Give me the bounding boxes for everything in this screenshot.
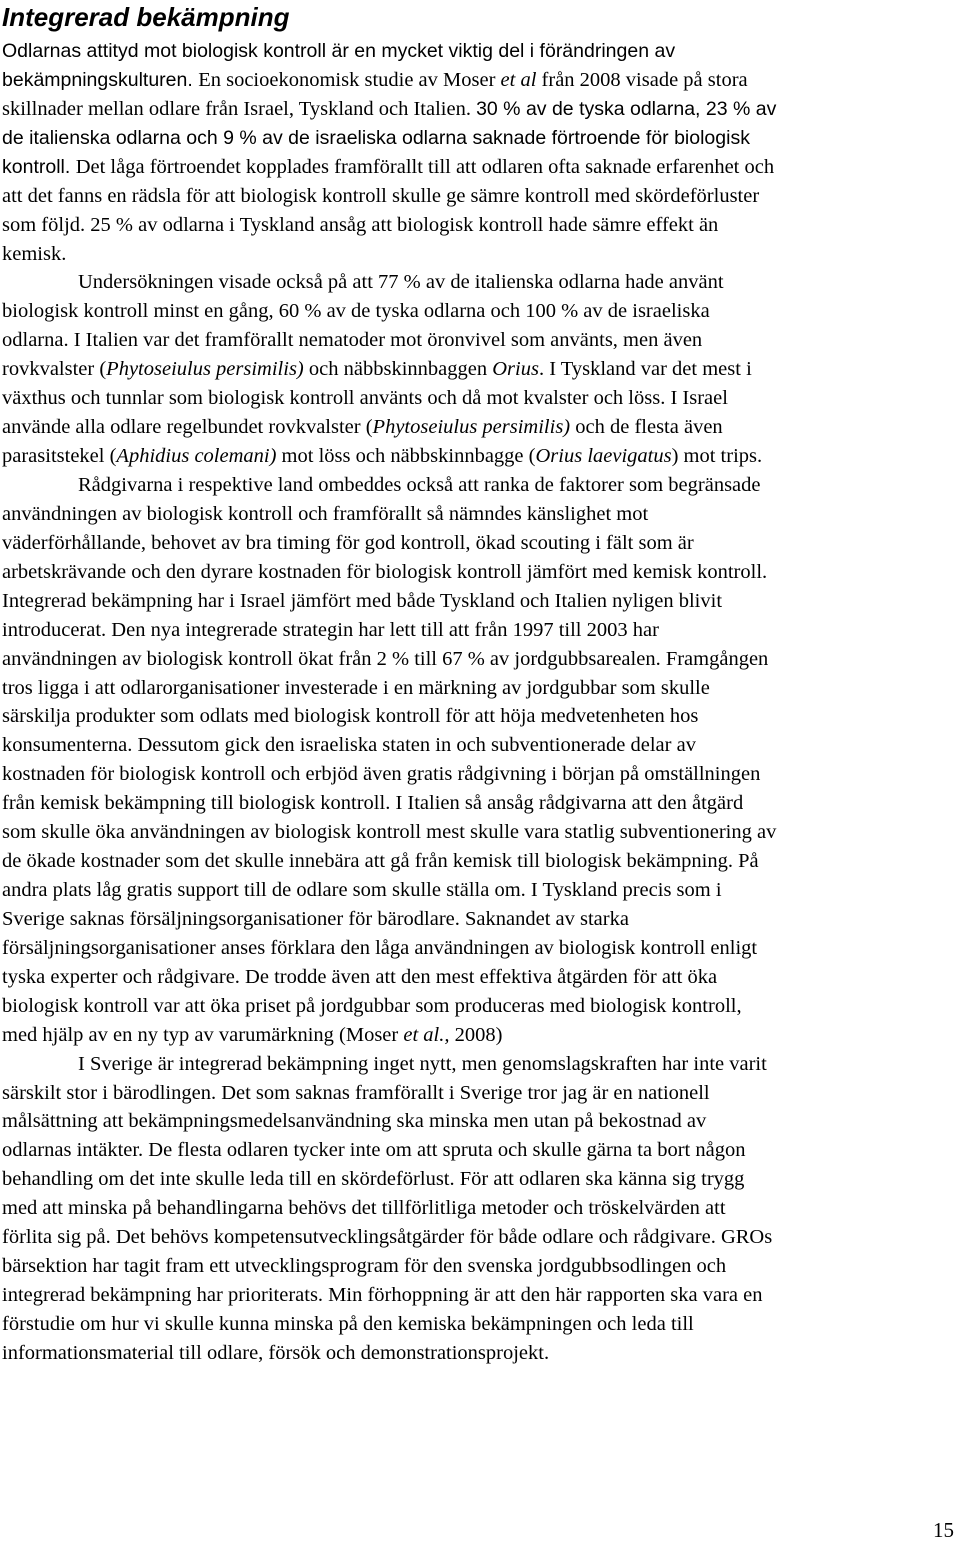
text-segment: som följd. 25 % av odlarna i Tyskland ansåg att biologisk kontroll hade sämre effekt än [2, 213, 719, 236]
italic-text-segment: Orius [492, 358, 539, 381]
text-line [2, 413, 723, 442]
text-line [2, 95, 776, 124]
text-line [2, 876, 722, 905]
text-line [2, 963, 717, 992]
text-line [2, 66, 748, 95]
text-line [2, 674, 710, 703]
text-line [2, 211, 718, 240]
text-line [2, 1339, 549, 1368]
text-line [2, 702, 698, 731]
text-segment: användningen av biologisk kontroll ökat från 2 % till 67 % av jordgubbsarealen. Framgången [2, 647, 769, 670]
text-line [2, 1107, 706, 1136]
text-segment: 30 % av de tyska odlarna, 23 % av [476, 97, 777, 120]
text-segment: andra plats låg gratis support till de odlare som skulle ställa om. I Tyskland precis som i [2, 879, 722, 901]
italic-text-segment: et al [500, 68, 537, 91]
text-segment: och de flesta även [570, 416, 723, 439]
text-line [2, 1223, 772, 1252]
text-line [2, 1079, 710, 1108]
text-segment: . I Tyskland var det mest i [538, 358, 752, 381]
text-segment: bekämpningskulturen. [2, 68, 199, 91]
text-segment: kemisk. [2, 242, 67, 265]
text-segment: biologisk kontroll var att öka priset på jordgubbar som produceras med biologisk kontroll, [2, 994, 742, 1017]
text-segment: Integrerad bekämpning har i Israel jämfört med både Tyskland och Italien nyligen blivit [2, 589, 723, 612]
text-segment: från 2008 visade på stora [536, 68, 748, 91]
text-segment: introducerat. Den nya integrerade strategin har lett till att från 1997 till 2003 har [2, 618, 659, 641]
text-line [2, 587, 722, 616]
text-line [2, 731, 696, 760]
text-segment: de italienska odlarna och 9 % av de israeliska odlarna saknade förtroende för biologisk [2, 126, 750, 149]
text-segment: 2008) [449, 1023, 503, 1046]
text-line [78, 1050, 767, 1079]
text-line [2, 529, 694, 558]
text-line [2, 297, 710, 326]
text-segment: användningen av biologisk kontroll och framförallt så nämndes känslighet mot [2, 502, 649, 525]
text-line [2, 384, 728, 413]
text-line [2, 645, 768, 674]
text-line [2, 37, 675, 66]
text-segment: kontroll. [2, 155, 76, 178]
text-segment: de ökade kostnader som det skulle innebära att gå från kemisk till biologisk bekämpning. På [2, 850, 759, 872]
text-line [2, 818, 776, 847]
text-segment: förstudie om hur vi skulle kunna minska på den kemiska bekämpningen och leda till [2, 1312, 694, 1335]
text-segment: bärsektion har tagit fram ett utvecklingsprogram för den svenska jordgubbsodlingen och [2, 1255, 727, 1278]
text-segment: från kemisk bekämpning till biologisk kontroll. I Italien så ansåg rådgivarna att den åtgärd [2, 792, 744, 815]
text-segment: mot löss och näbbskinnbagge ( [276, 445, 536, 467]
text-segment: särskilja produkter som odlats med biologisk kontroll för att höja medvetenheten hos [2, 705, 699, 728]
text-segment: Rådgivarna i respektive land ombeddes också att ranka de faktorer som begränsade [78, 473, 761, 496]
text-segment: rovkvalster ( [2, 358, 107, 381]
text-segment: väderförhållande, behovet av bra timing för god kontroll, ökad scouting i fält som är [2, 531, 694, 554]
text-segment: växthus och tunnlar som biologisk kontroll använts och då mot kvalster och löss. I Israel [2, 387, 728, 410]
text-segment: Odlarnas attityd mot biologisk kontroll är en mycket viktig del i förändringen av [2, 40, 676, 62]
text-segment: Det låga förtroendet kopplades framförallt till att odlaren ofta saknade erfarenhet och [75, 155, 775, 178]
text-line [2, 1310, 694, 1339]
text-segment: målsättning att bekämpningsmedelsanvändning ska minska men utan på bekostnad av [2, 1110, 707, 1133]
text-segment: förlita sig på. Det behövs kompetensutvecklingsåtgärder för både odlare och rådgivare. GROs [2, 1226, 773, 1249]
text-line [2, 153, 774, 182]
text-segment: odlarna. I Italien var det framförallt nematoder mot öronvivel som använts, men även [2, 329, 703, 352]
text-line [2, 1021, 502, 1050]
text-line [2, 500, 648, 529]
italic-text-segment: Orius laevigatus [535, 445, 672, 467]
text-line [2, 558, 767, 587]
text-segment: Sverige saknas försäljningsorganisationer för bärodlare. Saknandet av starka [2, 907, 629, 930]
text-line [2, 1281, 763, 1310]
text-line [2, 847, 759, 876]
text-segment: ) mot trips. [671, 445, 763, 467]
text-segment: med hjälp av en ny typ av varumärkning (Moser [2, 1023, 404, 1046]
text-line [2, 616, 659, 645]
text-line [2, 789, 743, 818]
text-line [2, 442, 762, 471]
italic-text-segment: et al., [403, 1023, 450, 1046]
text-line [2, 1136, 745, 1165]
text-segment: arbetskrävande och den dyrare kostnaden för biologisk kontroll jämfört med kemisk kontroll. [2, 560, 768, 583]
text-line [2, 326, 702, 355]
text-segment: och näbbskinnbaggen [303, 358, 493, 381]
section-heading: Integrerad bekämpning [2, 2, 290, 32]
text-line [2, 355, 752, 384]
text-line [2, 1194, 726, 1223]
text-segment: konsumenterna. Dessutom gick den israeliska staten in och subventionerade delar av [2, 734, 696, 757]
text-line [2, 905, 629, 934]
text-segment: integrerad bekämpning har prioriterats. Min förhoppning är att den här rapporten ska vara en [2, 1284, 763, 1306]
text-segment: att det fanns en rädsla för att biologisk kontroll skulle ge sämre kontroll med skördeförluster [2, 184, 760, 207]
text-line [2, 240, 66, 269]
text-line [2, 1252, 726, 1281]
text-line [78, 471, 761, 500]
text-segment: försäljningsorganisationer anses förklara den låga användningen av biologisk kontroll enligt [2, 936, 758, 959]
italic-text-segment: Phytoseiulus persimilis) [372, 416, 571, 439]
text-segment: odlarnas intäkter. De flesta odlaren tycker inte om att spruta och skulle gärna ta bort någon [2, 1139, 746, 1162]
text-segment: särskilt stor i bärodlingen. Det som saknas framförallt i Sverige tror jag är en nationell [2, 1081, 710, 1104]
italic-text-segment: Aphidius colemani) [116, 445, 277, 467]
text-line [2, 124, 750, 153]
text-line [2, 182, 759, 211]
text-segment: behandling om det inte skulle leda till en skördeförlust. För att odlaren ska känna sig trygg [2, 1168, 745, 1191]
page-number: 15 [933, 1518, 954, 1542]
text-segment: skillnader mellan odlare från Israel, Tyskland och Italien. [2, 97, 477, 120]
text-segment: I Sverige är integrerad bekämpning inget nytt, men genomslagskraften har inte varit [78, 1052, 767, 1075]
text-segment: parasitstekel ( [2, 445, 117, 467]
text-segment: använde alla odlare regelbundet rovkvalster ( [2, 416, 373, 439]
text-line [2, 760, 760, 789]
text-line [2, 1165, 744, 1194]
italic-text-segment: Phytoseiulus persimilis) [106, 358, 304, 381]
text-line [2, 934, 757, 963]
text-line [2, 992, 742, 1021]
text-segment: Undersökningen visade också på att 77 % av de italienska odlarna hade använt [78, 271, 724, 294]
text-segment: tyska experter och rådgivare. De trodde även att den mest effektiva åtgärden för att öka [2, 965, 718, 988]
text-segment: med att minska på behandlingarna behövs det tillförlitliga metoder och tröskelvärden att [2, 1197, 726, 1220]
text-segment: biologisk kontroll minst en gång, 60 % av de tyska odlarna och 100 % av de israeliska [2, 300, 710, 323]
text-segment: som skulle öka användningen av biologisk kontroll mest skulle vara statlig subventionering av [2, 821, 777, 844]
text-segment: tros ligga i att odlarorganisationer investerade i en märkning av jordgubbar som skulle [2, 676, 710, 699]
text-segment: kostnaden för biologisk kontroll och erbjöd även gratis rådgivning i början på omställningen [2, 763, 761, 786]
text-line [78, 268, 724, 297]
text-segment: En socioekonomisk studie av Moser [198, 68, 501, 91]
text-segment: informationsmaterial till odlare, försök och demonstrationsprojekt. [2, 1341, 550, 1364]
